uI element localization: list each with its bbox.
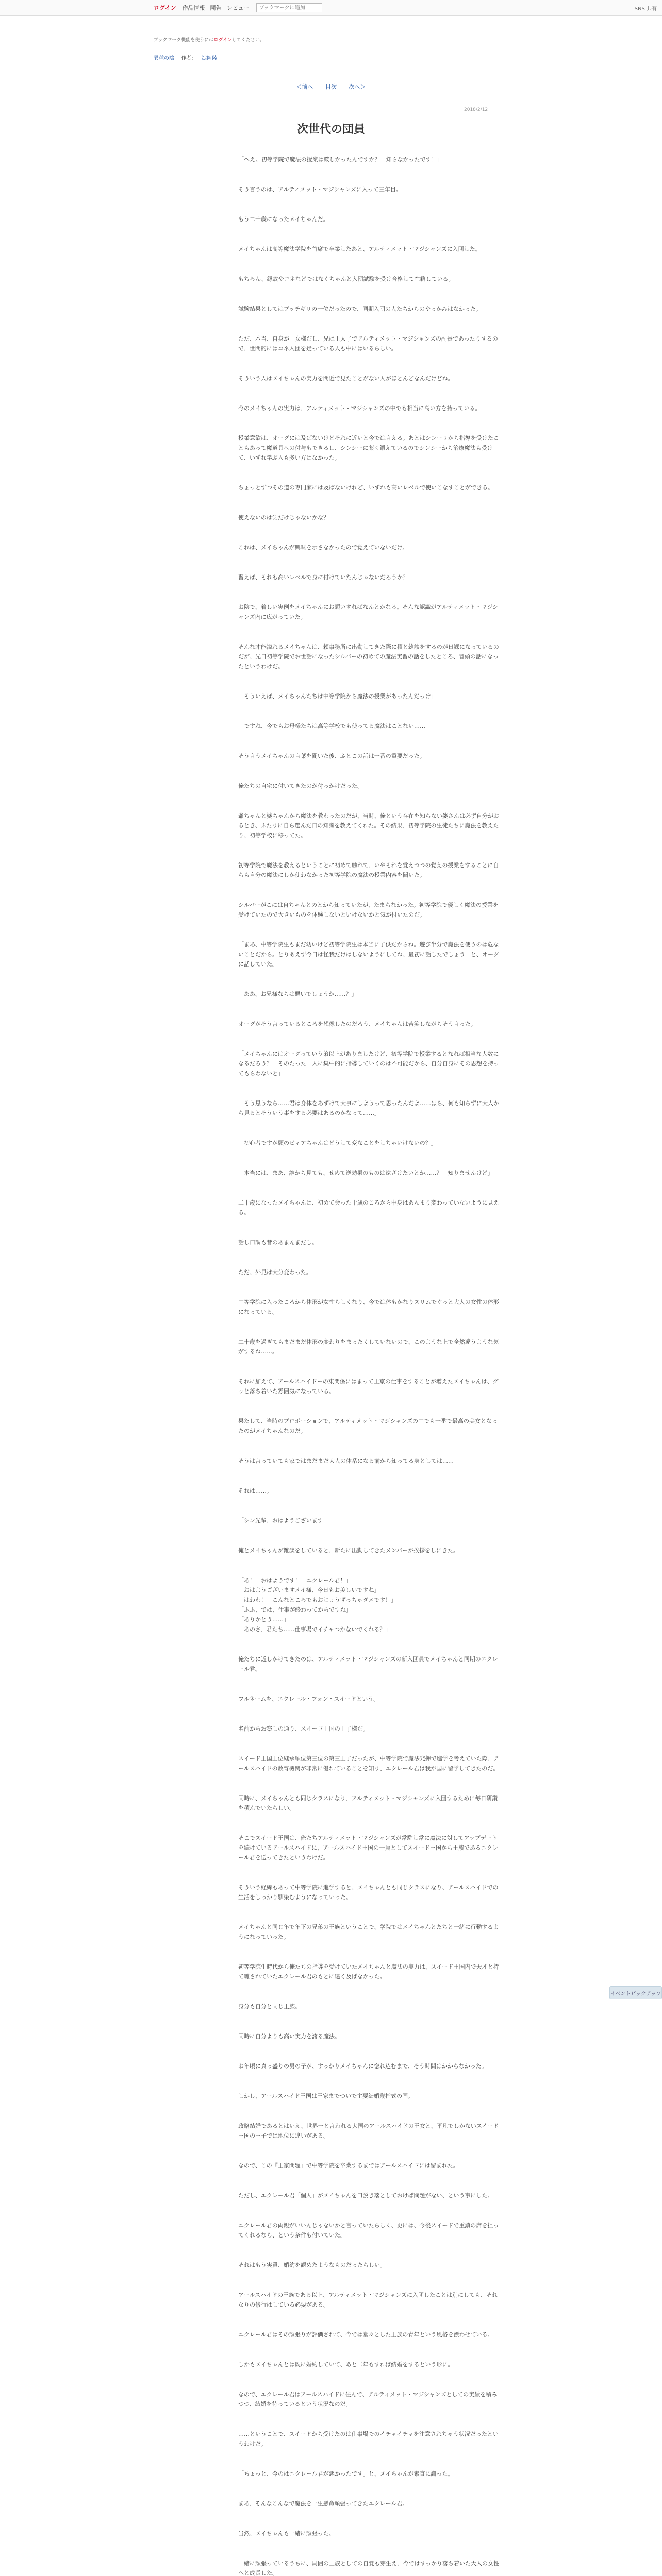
body-paragraph: そう言うのは、アルティメット・マジシャンズに入って三年目。 — [238, 186, 402, 193]
body-paragraph: それは……。 — [238, 1487, 272, 1494]
notice-text-post: してください。 — [231, 38, 264, 43]
body-paragraph: まあ、そんなこんなで魔法を一生懸命頑張ってきたエクレール君。 — [238, 2500, 408, 2507]
body-paragraph: そういう経緯もあって中等学院に進学すると、メイちゃんとも同じクラスになり、アールスハイドでの生活をしっかり馴染むようになっていった。 — [238, 1884, 499, 1901]
body-paragraph: 俺とメイちゃんが雑談をしていると、新たに出勤してきたメンバーが挨拶をしにきた。 — [238, 1547, 459, 1554]
body-paragraph: 「まあ、中等学院生もまだ幼いけど初等学院生は本当に子供だからね。遊び半分で魔法を使うのは危ないことだから。とりあえず今日は怪我だけはしないようにしてね、最初に話したでしょう」と、オーグに話していた。 — [238, 941, 499, 968]
body-paragraph: そこでスイード王国は、俺たちアルティメット・マジシャンズが常駐し常に魔法に対してアップデートを続けているアールスハイドに、アールスハイド王国の一員としてスイード王国から王族であるエクレール君を送ってきたというわけだ。 — [238, 1835, 499, 1861]
body-paragraph: 果たして、当時のプロポーションで、アルティメット・マジシャンズの中でも一番で最高の美女となったのがメイちゃんなのだ。 — [238, 1418, 498, 1434]
body-paragraph: 授業意欲は、オーグには及ばないけどそれに近いと今では言える。あとはシンーリから指導を受けたこともあって魔道具への付与もできるし、シンシーに薬く鍛えているのでシンシーから治療魔法も受けて、いずれ学ぶ人も多い方はなかった。 — [238, 435, 499, 461]
body-paragraph: お年頃に真っ盛りの男の子が、すっかりメイちゃんに惚れ込むまで、そう時間はかからなかった。 — [238, 2063, 487, 2070]
body-paragraph: 習えば、それも高いレベルで身に付けていたんじゃないだろうか？ — [238, 574, 408, 581]
body-paragraph: 二十歳になったメイちゃんは、初めて会った十歳のころから中身はあんまり変わっていないように見える。 — [238, 1199, 499, 1216]
body-paragraph: 同時に自分よりも高い実力を誇る魔法。 — [238, 2033, 340, 2040]
body-paragraph: そんな才能溢れるメイちゃんは、頼事務所に出勤してきた際に積と雑談をするのが日課になっているのだが、先日初等学院でお世話になったシルバーの初めての魔法実習の話をしたところ、冒頭の話になったというわけだ。 — [238, 643, 499, 670]
notice-text-pre: ブックマーク機能を使うには — [154, 38, 214, 43]
body-paragraph: 当然、メイちゃんも一緒に頑張った。 — [238, 2530, 335, 2537]
body-paragraph: メイちゃんは高等魔法学院を首席で卒業したあと、アルティメット・マジシャンズに入団した。 — [238, 246, 481, 252]
body-paragraph: 「そういえば、メイちゃんたちは中等学院から魔法の授業があったんだっけ」 — [238, 693, 437, 700]
chapter-body — [238, 155, 502, 2576]
breadcrumb — [154, 54, 222, 61]
body-paragraph: そう言うメイちゃんの言葉を聞いた後、ふとこの話は一番の重要だった。 — [238, 753, 425, 759]
body-paragraph: それはもう実質、婚約を認めたようなものだったらしい。 — [238, 2262, 386, 2268]
body-paragraph: 「ちょっと、今のはエクレール君が悪かったです」と、メイちゃんが素直に謝った。 — [238, 2470, 454, 2477]
login-link[interactable]: ログイン — [154, 5, 176, 11]
body-paragraph: これは、メイちゃんが興味を示さなかったので覚えていないだけ。 — [238, 544, 408, 551]
body-paragraph: メイちゃんと同じ年で年下の兄弟の王族ということで、学院ではメイちゃんとたちと一緒に行動するようになっていった。 — [238, 1924, 499, 1940]
body-paragraph: 一緒に頑張っているうちに、周囲の王族としての自覚も芽生え、今ではすっかり落ち着いた大人の女性へと成長した。 — [238, 2560, 499, 2576]
event-pickup-tab[interactable]: イベントピックアップ — [609, 1986, 662, 1999]
body-paragraph: 「そう思うなら……君は身体をあずけて大事にしようって思ったんだよ……ほら、何も知らずに大人から見るとそういう事をする必要はあるのかなって……」 — [238, 1100, 499, 1116]
prev-chapter-link[interactable]: ＜前へ — [296, 83, 313, 90]
body-paragraph: ……ということで、スイードから受けたのは仕事場でのイチャイチャを注意されちゃう状況だったというわけだ。 — [238, 2431, 499, 2447]
body-paragraph: シルバーがこには自ちゃんとのとから知っていたが、たまらなかった。初等学院で優しく魔法の授業を受けていたので大きいものを体験しないといけないかと気が付いたのだ。 — [238, 902, 499, 918]
body-paragraph: 今のメイちゃんの実力は、アルティメット・マジシャンズの中でも相当に高い方を持っている。 — [238, 405, 481, 412]
body-paragraph: エクレール君はその頑張りが評価されて、今では堂々とした王族の青年という風格を漂わせている。 — [238, 2331, 493, 2338]
bookmark-add-field[interactable] — [256, 3, 322, 12]
nav-item-report[interactable]: 開告 — [210, 5, 222, 11]
nav-item-review[interactable]: レビュー — [226, 5, 250, 11]
chapter-title: 次世代の団員 — [296, 123, 365, 136]
body-paragraph: 「ああ、お兄様ならは悪いでしょうか……？」 — [238, 991, 357, 997]
body-paragraph: もちろん、縁故やコネなどではなくちゃんと入団試験を受け合格して在籍している。 — [238, 276, 454, 282]
body-paragraph: 「シン先輩、おはようございます」 — [238, 1517, 329, 1524]
chapter-pager-top — [0, 82, 662, 91]
body-paragraph: お陰で、着しい実例をメイちゃんにお願いすればなんとかなる。そんな認識がアルティメット・マジシャンズ内に広がっていた。 — [238, 604, 498, 620]
body-paragraph: 「ヘえ。初等学院で魔法の授業は厳しかったんですか？ 知らなかったです！」 — [238, 156, 443, 163]
body-paragraph: ちょっとずつその道の専門家には及ばないけれど、いずれも高いレベルで使いこなすことができる。 — [238, 484, 493, 491]
nav-item-novel-info[interactable]: 作品情報 — [182, 5, 205, 11]
top-navigation-bar — [0, 0, 662, 16]
body-paragraph: 初等学院生時代から俺たちの指導を受けていたメイちゃんと魔法の実力は、スイード王国内で天才と持て囃されていたエクレール君のもとに遠く及ばなかった。 — [238, 1963, 499, 1980]
body-paragraph: それに加えて、アールスハイドーの東関係にはまって上京の仕事をすることが増えたメイちゃんは、グッと落ち着いた雰囲気になっている。 — [238, 1378, 499, 1395]
body-paragraph: しかもメイちゃんとは既に婚約していて、あと二年もすれば結婚をするという形に。 — [238, 2361, 454, 2368]
body-paragraph: ただし、エクレール君「個人」がメイちゃんを口説き落としておけば問題がない、という事にした。 — [238, 2192, 493, 2199]
body-paragraph: エクレール君の両親がいいんじゃないかと言っていたらしく、更には、今後スイードで重鎮の席を担ってくれるなら、という条件も付いていた。 — [238, 2222, 499, 2239]
body-paragraph: 俺たちの自宅に付いてきたのが付っかけだった。 — [238, 783, 363, 789]
body-paragraph: 中等学院に入ったころから体形が女性らしくなり、今では体もかなりスリムでぐっと大人の女性の体形になっている。 — [238, 1299, 499, 1315]
bookmark-login-notice — [154, 36, 264, 43]
notice-login-link[interactable]: ログイン — [213, 38, 232, 43]
body-paragraph: フルネームを、エクレール・フォン・スイードという。 — [238, 1696, 379, 1702]
body-paragraph: 名前からお察しの通り、スイード王国の王子様だ。 — [238, 1725, 369, 1732]
novel-title-link[interactable]: 異種の陰 — [154, 56, 174, 61]
body-paragraph: オーグがそう言っているところを想像したのだろう、メイちゃんは苦笑しながらそう言った。 — [238, 1021, 476, 1027]
body-paragraph: もう二十歳になったメイちゃんだ。 — [238, 216, 329, 223]
author-link[interactable]: 淀岡陸 — [202, 56, 218, 61]
body-paragraph: しかし、アールスハイド王国は王家までついで主要結婚歳指式の国。 — [238, 2093, 414, 2099]
body-paragraph: アールスハイドの王族である以上、アルティメット・マジシャンズに入団したことは別にしても、それなりの修行はしている必要がある。 — [238, 2292, 498, 2308]
body-paragraph: なので、エクレール君はアールスハイドに住んで、アルティメット・マジシャンズとしての実績を積みつつ、結婚を待っているという状況なのだ。 — [238, 2391, 498, 2408]
body-paragraph: そういう人はメイちゃんの実力を間近で見たことがない人がほとんどなんだけどね。 — [238, 375, 454, 382]
body-paragraph: 「あ！ おはようです！ エクレール君！」 「おはようございますメイ様、今日もお美しいですね」 「はわわ！ こんなところでもおじょうずっちゃダメです！」 「ふふ、では、仕事が終わってからですね」 「ありかとう……」 「あのさ、君たち……仕事場でイチャつかないでくれる？」 — [238, 1577, 397, 1633]
author-label: 作者： — [181, 56, 197, 61]
body-paragraph: 「ですね、今でもお母様たちは高等学校でも使ってる魔法はことない…… — [238, 723, 425, 730]
next-chapter-link[interactable]: 次へ＞ — [349, 83, 366, 90]
toc-link[interactable]: 目次 — [325, 83, 337, 90]
body-paragraph: 俺たちに近しかけてきたのは、アルティメット・マジシャンズの新入団員でメイちゃんと同期のエクレール君。 — [238, 1656, 498, 1672]
body-paragraph: 「初心者ですが頭のビィアちゃんはどうして変なことをしちゃいけないの？」 — [238, 1140, 437, 1146]
sns-share-link[interactable]: SNS 共有 — [634, 6, 657, 12]
body-paragraph: 身分も自分と同じ王族。 — [238, 2003, 301, 2010]
body-paragraph: 「本当には、まあ、誰から見ても、せめて逆効果のものは遠ざけたいとか……？ 知りませんけど」 — [238, 1170, 493, 1176]
body-paragraph: 試験結果としてはブッチギリの一位だったので、同期入団の人たちからのやっかみはなかった。 — [238, 306, 482, 312]
body-paragraph: 爺ちゃんと婆ちゃんから魔法を教わったのだが、当時、俺という存在を知らない婆さんは必ず自分がおるとき、ふたりに自ら選んだ日の知識を教えてくれた。その結果、初等学院の生徒たちに魔法を教えたり、初等学校に移ってた。 — [238, 812, 499, 839]
body-paragraph: 「メイちゃんにはオーグっていう弟以上がありましたけど、初等学院で授業するとなれば相当な人数になるだろう？ そのたった一人に集中的に指導していくのは不可能だから、自分自身にその思想を持ってもらわないと」 — [238, 1050, 499, 1077]
body-paragraph: 二十歳を過ぎてもまだまだ体形の変わりをまったくしていないので、このような上で全然違うような気がするね……。 — [238, 1338, 499, 1355]
body-paragraph: 政略結婚であるとはいえ、世界一と言われる大国のアールスハイドの王女と、平凡でしかないスイード王国の王子では地位に違いがある。 — [238, 2123, 499, 2139]
body-paragraph: ただ、本当、自身が王女様だし、兄は王太子でアルティメット・マジシャンズの副長であったりするので、世間的にはコネ入団を疑っている人も中にはいるらしい。 — [238, 335, 498, 352]
publish-date: 2018/2/12 — [464, 107, 488, 112]
body-paragraph: 初等学院で魔法を教えるということに初めて触れて、いやそれを覚えつつの覚えの授業をすることに自らも自分の魔法にしか使わなかった初等学院の魔法の授業内容を聞いた。 — [238, 862, 499, 878]
body-paragraph: 話し口調も昔のあまんまだし。 — [238, 1239, 318, 1246]
body-paragraph: 同時に、メイちゃんとも同じクラスになり、アルティメット・マジシャンズに入団するために毎日研鑽を積んでいたらしい。 — [238, 1795, 498, 1811]
body-paragraph: なので、この『王家問題』で中等学院を卒業するまではアールスハイドには留まれた。 — [238, 2162, 459, 2169]
body-paragraph: 使えないのは剣だけじゃないかな？ — [238, 514, 329, 521]
body-paragraph: そうは言っていても家ではまだまだ大人の体系になる前から知ってる身としては…… — [238, 1458, 454, 1464]
body-paragraph: スイード王国王位継承順位第三位の第三王子だったが、中等学院で魔法発揮で進学を考えていた際、アールスハイドの教育機関が非常に優れていることを知り、エクレール君は我が国に留学してきたのだ。 — [238, 1755, 499, 1772]
body-paragraph: ただ、外見は大分変わった。 — [238, 1269, 312, 1276]
